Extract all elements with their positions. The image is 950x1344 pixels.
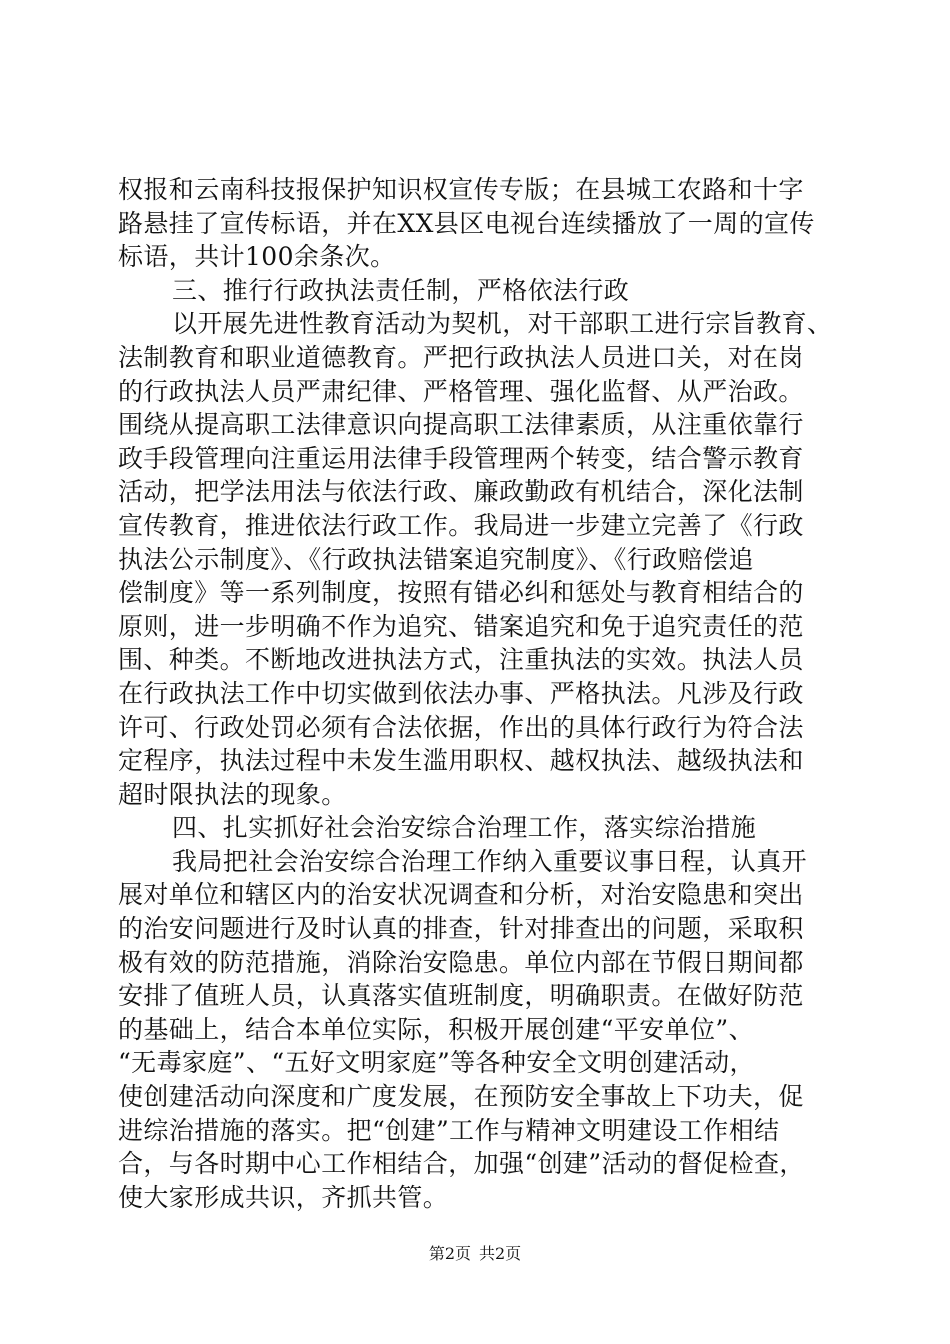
body-line: 政手段管理向注重运用法律手段管理两个转变，结合警示教育 xyxy=(118,443,804,473)
body-line: 合，与各时期中心工作相结合，加强“创建”活动的督促检查， xyxy=(118,1149,805,1179)
body-line: 执法公示制度》、《行政执法错案追究制度》、《行政赔偿追 xyxy=(118,544,754,574)
body-line: 我局把社会治安综合治理工作纳入重要议事日程，认真开 xyxy=(172,846,808,876)
body-line: 的基础上，结合本单位实际，积极开展创建“平安单位”、 xyxy=(118,1014,754,1044)
body-line: 标语，共计100余条次。 xyxy=(118,242,396,272)
body-line: 进综治措施的落实。把“创建”工作与精神文明建设工作相结 xyxy=(118,1115,780,1145)
body-line: 在行政执法工作中切实做到依法办事、严格执法。凡涉及行政 xyxy=(118,678,804,708)
body-line: 的治安问题进行及时认真的排查，针对排查出的问题，采取积 xyxy=(118,914,804,944)
body-line: 许可、行政处罚必须有合法依据，作出的具体行政行为符合法 xyxy=(118,712,804,742)
body-line: 定程序，执法过程中未发生滥用职权、越权执法、越级执法和 xyxy=(118,746,804,776)
body-line: 围绕从提高职工法律意识向提高职工法律素质，从注重依靠行 xyxy=(118,410,804,440)
body-line: “无毒家庭”、“五好文明家庭”等各种安全文明创建活动， xyxy=(118,1048,755,1078)
body-line: 活动，把学法用法与依法行政、廉政勤政有机结合，深化法制 xyxy=(118,477,804,507)
body-line: 法制教育和职业道德教育。严把行政执法人员进口关，对在岗 xyxy=(118,342,804,372)
body-line: 路悬挂了宣传标语，并在XX县区电视台连续播放了一周的宣传 xyxy=(118,208,815,238)
body-line: 的行政执法人员严肃纪律、严格管理、强化监督、从严治政。 xyxy=(118,376,804,406)
body-line: 安排了值班人员，认真落实值班制度，明确职责。在做好防范 xyxy=(118,981,804,1011)
body-line: 原则，进一步明确不作为追究、错案追究和免于追究责任的范 xyxy=(118,611,804,641)
body-line: 偿制度》等一系列制度，按照有错必纠和惩处与教育相结合的 xyxy=(118,578,804,608)
body-line: 围、种类。不断地改进执法方式，注重执法的实效。执法人员 xyxy=(118,645,804,675)
body-line: 极有效的防范措施，消除治安隐患。单位内部在节假日期间都 xyxy=(118,947,804,977)
body-line: 使创建活动向深度和广度发展，在预防安全事故上下功夫，促 xyxy=(118,1082,804,1112)
body-line: 超时限执法的现象。 xyxy=(118,779,347,809)
document-body xyxy=(118,173,858,1214)
page-number: 第2页 xyxy=(428,1244,471,1263)
body-line: 以开展先进性教育活动为契机，对干部职工进行宗旨教育、 xyxy=(172,309,833,339)
section-heading-3: 三、推行行政执法责任制，严格依法行政 xyxy=(172,275,630,305)
body-line: 展对单位和辖区内的治安状况调查和分析，对治安隐患和突出 xyxy=(118,880,804,910)
page-footer xyxy=(0,1244,950,1264)
body-line: 使大家形成共识，齐抓共管。 xyxy=(118,1182,449,1212)
body-line: 权报和云南科技报保护知识权宣传专版；在县城工农路和十字 xyxy=(118,175,804,204)
body-line: 宣传教育，推进依法行政工作。我局进一步建立完善了《行政 xyxy=(118,510,804,540)
page-total: 共2页 xyxy=(479,1244,522,1263)
section-heading-4: 四、扎实抓好社会治安综合治理工作，落实综治措施 xyxy=(172,813,757,843)
